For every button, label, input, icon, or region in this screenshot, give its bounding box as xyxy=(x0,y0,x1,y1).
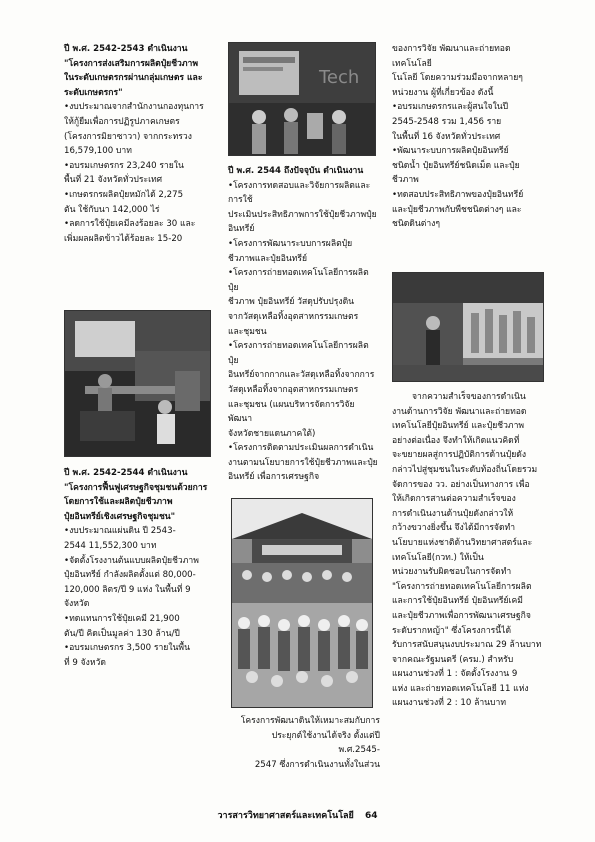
list-item: •อบรมเกษตรกร 3,500 รายในพื้น ที่ 9 จังหวัด xyxy=(64,643,190,668)
list-item: •โครงการถ่ายทอดเทคโนโลยีการผลิตปุ๋ย ชีวภาพ ปุ๋ยอินทรีย์ วัสดุปรับปรุงดิน จากวัสดุเหลือทิ้งอุตสาหกรรมเกษตร และชุมชน xyxy=(228,268,369,337)
bullet-list xyxy=(64,524,212,670)
page-number: 64 xyxy=(364,811,378,821)
list-item: •จัดตั้งโรงงานต้นแบบผลิตปุ๋ยชีวภาพ ปุ๋ยอินทรีย์ กำลังผลิตตั้งแต่ 80,000- 120,000 ลิตร/ปี 9 แห่ง ในพื้นที่ 9 จังหวัด xyxy=(64,555,199,610)
right-column-top: ของการวิจัย พัฒนาและถ่ายทอดเทคโนโลยี โนโลยี โดยความร่วมมือจากหลายๆ หน่วยงาน ผู้ที่เกี่ยวข้อง ดังนี้ •อบรมเกษตรกรและผู้สนใจในปี 2545-2548 รวม 1,456 ราย ในพื้นที่ 16 จังหวัดทั่วประเทศ •พัฒนาระบบการผลิตปุ๋ยอินทรีย์ ชนิดน้ำ ปุ๋ยอินทรีย์ชนิดเม็ด และปุ๋ย ชีวภาพ •ทดสอบประสิทธิภาพของปุ๋ยอินทรีย์ และปุ๋ยชีวภาพกับพืชชนิดต่างๆ และ ชนิดดินต่างๆ xyxy=(392,44,524,230)
list-item: •โครงการติดตามประเมินผลการดำเนิน งานตามนโยบายการใช้ปุ๋ยชีวภาพและปุ๋ย อินทรีย์ เพื่อการเศรษฐกิจ xyxy=(228,443,378,483)
seminar-stage-image xyxy=(229,43,375,155)
section-title: "โครงการส่งเสริมการผลิตปุ๋ยชีวภาพ ในระดับเกษตรกรผ่านกลุ่มเกษตร และ ระดับเกษตรกร" xyxy=(64,58,203,98)
middle-column xyxy=(228,164,378,485)
journal-title: วารสารวิทยาศาสตร์และเทคโนโลยี xyxy=(217,811,354,821)
middle-bottom-text: โครงการพัฒนาดินให้เหมาะสมกับการ ประยุกต์ใช้งานได้จริง ตั้งแต่ปี พ.ศ.2545- 2547 ซึ่งการดำเนินงานทั้งในส่วน xyxy=(240,716,380,770)
section-heading: ปี พ.ศ. 2542-2543 ดำเนินงาน xyxy=(64,44,188,54)
left-column-lower xyxy=(64,466,212,670)
meeting-photo-image xyxy=(65,311,210,456)
community-gathering-photo xyxy=(231,498,373,708)
list-item: •โครงการทดสอบและวิจัยการผลิตและการใช้ ประเมินประสิทธิภาพการใช้ปุ๋ยชีวภาพปุ๋ย อินทรีย์ xyxy=(228,180,377,235)
list-item: •ลดการใช้ปุ๋ยเคมีลงร้อยละ 30 และ เพิ่มผลผลิตข้าวได้ร้อยละ 15-20 xyxy=(64,219,196,244)
list-item: •ทดแทนการใช้ปุ๋ยเคมี 21,900 ตัน/ปี คิดเป็นมูลค่า 130 ล้าน/ปี xyxy=(64,613,180,639)
list-item: •อบรมเกษตรกร 23,240 รายใน พื้นที่ 21 จังหวัดทั่วประเทศ xyxy=(64,160,184,186)
section-title: "โครงการฟื้นฟูเศรษฐกิจชุมชนด้วยการ โดยการใช้และผลิตปุ๋ยชีวภาพ ปุ๋ยอินทรีย์เชิงเศรษฐกิจชุมชน" xyxy=(64,482,208,522)
section-heading: ปี พ.ศ. 2544 ถึงปัจจุบัน ดำเนินงาน xyxy=(228,166,364,176)
list-item: •งบประมาณแผ่นดิน ปี 2543- 2544 11,552,300 บาท xyxy=(64,526,176,551)
list-item: •เกษตรกรผลิตปุ๋ยหมักได้ 2,275 ตัน ใช้กับนา 142,000 ไร่ xyxy=(64,189,184,215)
left-column xyxy=(64,42,212,246)
meeting-photo xyxy=(64,310,211,457)
section-heading: ปี พ.ศ. 2542-2544 ดำเนินงาน xyxy=(64,468,188,478)
page-footer xyxy=(0,808,595,822)
list-item: •โครงการพัฒนาระบบการผลิตปุ๋ย ชีวภาพและปุ๋ยอินทรีย์ xyxy=(228,238,353,264)
seminar-stage-photo xyxy=(228,42,376,156)
bullet-list xyxy=(64,100,212,246)
banner-text: Tech xyxy=(319,67,360,88)
list-item: •โครงการถ่ายทอดเทคโนโลยีการผลิตปุ๋ย อินทรีย์จากกากและวัสดุเหลือทิ้งจากการ วัสดุเหลือทิ้งจากอุตสาหกรรมเกษตร และชุมชน (แผนบริหารจัดการวิจัยพัฒนา จังหวัดชายแดนภาคใต้) xyxy=(228,341,375,439)
list-item: •งบประมาณจากสำนักงานกองทุนการ ให้กู้ยืมเพื่อการปฏิรูปภาคเกษตร (โครงการมิยาซาวา) จากกระทรวง 16,579,100 บาท xyxy=(64,102,204,157)
exhibition-image xyxy=(393,273,543,381)
exhibition-photo xyxy=(392,272,544,382)
right-column-bottom: จากความสำเร็จของการดำเนิน งานด้านการวิจัย พัฒนาและถ่ายทอด เทคโนโลยีปุ๋ยอินทรีย์ และปุ๋ยชีวภาพ อย่างต่อเนื่อง จึงทำให้เกิดแนวคิดที่ จะขยายผลสู่การปฏิบัติการด้านปุ๋ยดัง กล่าวไปสู่ชุมชนในระดับท้องถิ่นโดยรวม จัดการของ วว. อย่างเป็นทางการ เพื่อ ให้เกิดการสานต่อความสำเร็จของ การดำเนินงานด้านปุ๋ยดังกล่าวให้ กว้างขวางยิ่งขึ้น จึงได้มีการจัดทำ นโยบายแห่งชาติด้านวิทยาศาสตร์และ เทคโนโลยี(กวท.) ให้เป็น หน่วยงานรับผิดชอบในการจัดทำ "โครงการถ่ายทอดเทคโนโลยีการผลิต และการใช้ปุ๋ยอินทรีย์ ปุ๋ยอินทรีย์เคมี และปุ๋ยชีวภาพเพื่อการพัฒนาเศรษฐกิจ ระดับรากหญ้า" ซึ่งโครงการนี้ได้ รับการสนับสนุนงบประมาณ 29 ล้านบาท จากคณะรัฐมนตรี (ครม.) สำหรับ แผนงานช่วงที่ 1 : จัดตั้งโรงงาน 9 แห่ง และถ่ายทอดเทคโนโลยี 11 แห่ง แผนงานช่วงที่ 2 : 10 ล้านบาท xyxy=(392,392,542,709)
community-gathering-image xyxy=(232,499,372,707)
bullet-list xyxy=(228,179,378,485)
